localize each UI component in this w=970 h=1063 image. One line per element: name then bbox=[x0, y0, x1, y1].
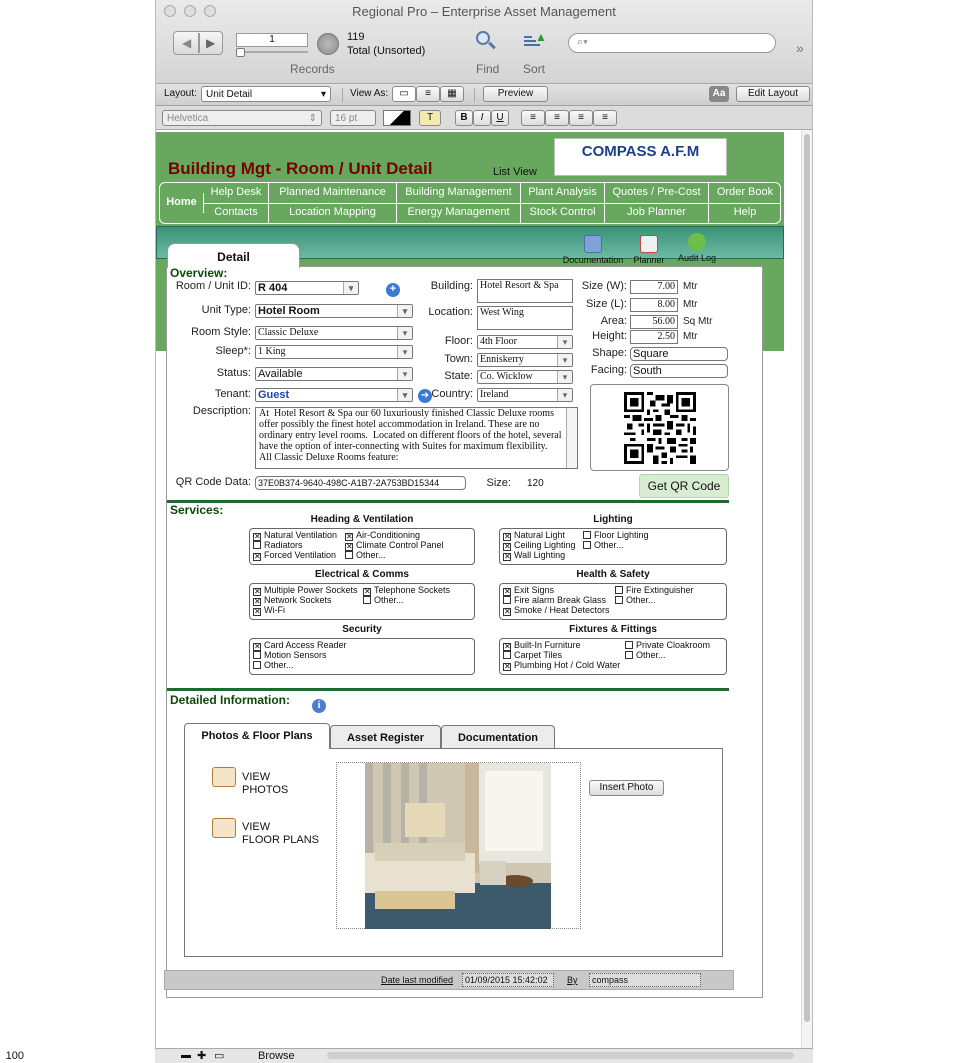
horizontal-scrollbar[interactable] bbox=[327, 1052, 794, 1059]
room-style-field[interactable]: Classic Deluxe ▾ bbox=[255, 326, 413, 340]
view-floor-plans-link[interactable]: VIEW FLOOR PLANS bbox=[242, 821, 320, 846]
edit-layout-button[interactable]: Edit Layout bbox=[736, 86, 810, 102]
checkbox-label: Telephone Sockets bbox=[374, 585, 451, 595]
checkbox-built-in-furniture[interactable]: ✕ Built-In Furniture bbox=[504, 640, 581, 651]
state-label: State: bbox=[444, 370, 473, 382]
layout-bar bbox=[156, 84, 812, 106]
description-label: Description: bbox=[192, 405, 251, 417]
checkbox-card-access-reader[interactable]: ✕ Card Access Reader bbox=[254, 640, 347, 651]
town-field[interactable]: Enniskerry ▾ bbox=[477, 353, 573, 367]
checkbox-label: Other... bbox=[356, 550, 386, 560]
justify-button[interactable]: ≡ bbox=[593, 110, 617, 126]
find-label: Find bbox=[476, 62, 500, 76]
checkbox-ceiling-lighting[interactable]: ✕ Ceiling Lighting bbox=[504, 540, 576, 551]
electrical-comms-group bbox=[249, 583, 475, 620]
compass-logo bbox=[554, 138, 727, 176]
checkbox-label: Radiators bbox=[264, 540, 303, 550]
records-label: Records bbox=[290, 62, 335, 76]
checkbox-label: Card Access Reader bbox=[264, 640, 347, 650]
sleep-field[interactable]: 1 King ▾ bbox=[255, 345, 413, 359]
height-label: Height: bbox=[592, 330, 627, 342]
checkbox-label: Built-In Furniture bbox=[514, 640, 581, 650]
nav-order-book[interactable]: Order Book bbox=[716, 186, 774, 198]
description-scrollbar[interactable] bbox=[566, 408, 577, 468]
nav-location-mapping[interactable]: Location Mapping bbox=[269, 203, 397, 223]
area-label: Area: bbox=[600, 315, 627, 327]
checkbox-other[interactable] bbox=[253, 660, 294, 670]
checkbox-label: Fire Extinguisher bbox=[626, 585, 694, 595]
photos-tab-panel bbox=[184, 748, 723, 957]
qr-code-container bbox=[590, 384, 729, 471]
checkbox-fire-extinguisher[interactable] bbox=[615, 585, 694, 595]
app-window bbox=[155, 0, 813, 1063]
divider bbox=[167, 500, 729, 503]
checkbox-other[interactable] bbox=[615, 595, 656, 605]
group-title: Fixtures & Fittings bbox=[569, 624, 657, 635]
text-color-button[interactable]: T bbox=[419, 110, 441, 126]
overview-heading: Overview: bbox=[170, 266, 228, 280]
checkbox-telephone-sockets[interactable]: ✕ Telephone Sockets bbox=[364, 585, 451, 596]
facing-label: Facing: bbox=[590, 364, 627, 376]
checkbox-natural-light[interactable]: ✕ Natural Light bbox=[504, 530, 566, 541]
checkbox-label: Climate Control Panel bbox=[356, 540, 444, 550]
page-title: Building Mgt - Room / Unit Detail bbox=[168, 159, 433, 178]
date-last-modified-label: Date last modified bbox=[381, 975, 454, 985]
qr-code-icon bbox=[624, 392, 696, 464]
toolbar-overflow-icon[interactable]: » bbox=[796, 40, 804, 56]
documentation-button[interactable] bbox=[561, 235, 625, 265]
checkbox-label: Plumbing Hot / Cold Water bbox=[514, 660, 621, 670]
qr-data-label: QR Code Data: bbox=[175, 476, 251, 488]
country-label: Country: bbox=[431, 388, 473, 400]
nav-energy-management[interactable]: Energy Management bbox=[397, 203, 521, 223]
checkbox-other[interactable] bbox=[625, 650, 666, 660]
room-style-label: Room Style: bbox=[191, 326, 251, 338]
checkbox-label: Other... bbox=[594, 540, 624, 550]
tab-documentation[interactable]: Documentation bbox=[441, 725, 555, 749]
checkbox-carpet-tiles[interactable] bbox=[503, 650, 562, 660]
by-label: By bbox=[567, 975, 578, 985]
height-field[interactable]: 2.50 bbox=[630, 330, 678, 344]
search-icon: ⌕▾ bbox=[577, 36, 588, 48]
detailed-info-heading: Detailed Information: bbox=[170, 693, 291, 707]
go-arrow-icon[interactable]: ➜ bbox=[418, 389, 432, 403]
checkbox-natural-ventilation[interactable]: ✕ Natural Ventilation bbox=[254, 530, 338, 541]
checkbox-label: Ceiling Lighting bbox=[514, 540, 576, 550]
font-size-value: 16 pt bbox=[335, 113, 358, 124]
document-icon bbox=[584, 235, 602, 253]
heating-ventilation-group bbox=[249, 528, 475, 565]
logo-text: COMPASS A.F.M bbox=[581, 143, 700, 160]
group-title: Security bbox=[342, 624, 382, 635]
security-group bbox=[249, 638, 475, 675]
status-left bbox=[0, 1048, 295, 1063]
checkbox-radiators[interactable] bbox=[253, 540, 303, 550]
services-heading: Services: bbox=[170, 503, 224, 517]
town-label: Town: bbox=[444, 353, 473, 365]
font-select[interactable] bbox=[162, 110, 322, 126]
building-field[interactable]: Hotel Resort & Spa bbox=[477, 279, 573, 303]
aa-format-button[interactable]: Aa bbox=[709, 86, 729, 102]
checkbox-other[interactable] bbox=[363, 595, 404, 605]
size-l-field[interactable]: 8.00 bbox=[630, 298, 678, 312]
size-label: Size: bbox=[486, 477, 511, 489]
checkbox-label: Forced Ventilation bbox=[264, 550, 337, 560]
zoom-in-icon[interactable]: ✚ bbox=[197, 1050, 207, 1062]
sort-arrow: ▲ bbox=[535, 30, 547, 44]
checkbox-exit-signs[interactable]: ✕ Exit Signs bbox=[504, 585, 555, 596]
calendar-icon bbox=[640, 235, 658, 253]
checkbox-private-cloakroom[interactable] bbox=[625, 640, 710, 650]
shape-field[interactable]: Square bbox=[630, 347, 728, 361]
format-bar bbox=[156, 106, 812, 130]
room-id-label: Room / Unit ID: bbox=[175, 280, 251, 292]
checkbox-label: Other... bbox=[626, 595, 656, 605]
nav-planned-maintenance[interactable]: Planned Maintenance bbox=[269, 183, 397, 203]
table-view-button[interactable]: ▦ bbox=[440, 86, 464, 102]
find-button[interactable] bbox=[476, 31, 498, 53]
nav-stock-control[interactable]: Stock Control bbox=[521, 203, 605, 223]
align-right-button[interactable]: ≡ bbox=[569, 110, 593, 126]
floor-plan-album-icon[interactable] bbox=[212, 818, 236, 838]
get-qr-code-button[interactable]: Get QR Code bbox=[639, 474, 729, 498]
checkbox-floor-lighting[interactable] bbox=[583, 530, 649, 540]
title-toolbar bbox=[156, 0, 812, 84]
view-photos-link[interactable]: VIEW PHOTOS bbox=[242, 771, 289, 796]
previous-record-icon[interactable]: ◀ bbox=[182, 36, 192, 50]
group-title: Heading & Ventilation bbox=[310, 514, 414, 525]
nav-home[interactable]: Home bbox=[160, 193, 204, 213]
nav-help-desk[interactable]: Help Desk bbox=[204, 183, 269, 203]
documentation-label: Documentation bbox=[562, 255, 624, 265]
size-l-unit: Mtr bbox=[683, 299, 698, 310]
list-view-button[interactable]: ≡ bbox=[416, 86, 440, 102]
recycle-icon bbox=[688, 233, 706, 251]
zoom-level[interactable]: 100 bbox=[5, 1050, 24, 1062]
status-label: Status: bbox=[216, 367, 251, 379]
checkbox-label: Other... bbox=[374, 595, 404, 605]
chevron-updown-icon: ⇕ bbox=[308, 113, 317, 124]
checkbox-climate-control[interactable]: ✕ Climate Control Panel bbox=[346, 540, 444, 551]
lighting-group bbox=[499, 528, 727, 565]
form-view-button[interactable]: ▭ bbox=[392, 86, 416, 102]
zoom-out-icon[interactable]: ▬ bbox=[181, 1050, 191, 1061]
description-field[interactable]: At Hotel Resort & Spa our 60 luxuriously finished Classic Deluxe rooms offer possibly the finest hotel accommodation in Ireland. These are no ordinary entry level rooms. Located on different floors of the hotel, several have the option of inter-connecting with Suites for maximum flexibility. All Classic Deluxe Rooms feature: bbox=[255, 407, 578, 469]
footer-bar bbox=[164, 970, 734, 990]
layout-label: Layout: bbox=[164, 88, 197, 99]
checkbox-label: Motion Sensors bbox=[264, 650, 327, 660]
checkbox-label: Exit Signs bbox=[514, 585, 555, 595]
size-w-field[interactable]: 7.00 bbox=[630, 280, 678, 294]
height-unit: Mtr bbox=[683, 331, 698, 342]
tab-asset-register[interactable]: Asset Register bbox=[330, 725, 441, 749]
checkbox-multiple-power-sockets[interactable]: ✕ Multiple Power Sockets bbox=[254, 585, 358, 596]
size-w-label: Size (W): bbox=[581, 280, 627, 292]
layout-value: Unit Detail bbox=[206, 89, 253, 100]
nav-quotes[interactable]: Quotes / Pre-Cost bbox=[605, 183, 709, 203]
checkbox-fire-alarm[interactable] bbox=[503, 595, 606, 605]
scroll-thumb[interactable] bbox=[804, 134, 810, 1022]
tab-detail[interactable]: Detail bbox=[167, 243, 300, 268]
sleep-label: Sleep*: bbox=[215, 345, 251, 357]
divider bbox=[474, 88, 475, 102]
photo-album-icon[interactable] bbox=[212, 767, 236, 787]
magnifier-handle bbox=[488, 42, 496, 50]
bold-button[interactable]: B bbox=[455, 110, 473, 126]
vertical-scrollbar[interactable] bbox=[801, 130, 812, 1048]
record-navigator[interactable] bbox=[173, 31, 223, 55]
record-slider-thumb[interactable] bbox=[236, 48, 245, 57]
checkbox-label: Network Sockets bbox=[264, 595, 332, 605]
add-icon[interactable]: + bbox=[386, 283, 400, 297]
sort-icon bbox=[524, 44, 540, 46]
record-status: Total (Unsorted) bbox=[347, 45, 426, 57]
tenant-label: Tenant: bbox=[214, 388, 251, 400]
health-safety-group bbox=[499, 583, 727, 620]
room-id-field[interactable]: R 404 ▾ bbox=[255, 281, 359, 295]
view-as-label: View As: bbox=[350, 88, 389, 99]
align-center-button[interactable]: ≡ bbox=[545, 110, 569, 126]
preview-button[interactable]: Preview bbox=[483, 86, 548, 102]
location-field[interactable]: West Wing bbox=[477, 306, 573, 330]
state-field[interactable]: Co. Wicklow ▾ bbox=[477, 370, 573, 384]
group-title: Health & Safety bbox=[576, 569, 650, 580]
checkbox-other[interactable] bbox=[345, 550, 386, 560]
audit-log-button[interactable] bbox=[675, 233, 719, 263]
search-field[interactable] bbox=[568, 33, 776, 53]
checkbox-label: Fire alarm Break Glass bbox=[514, 595, 607, 605]
fixtures-fittings-group bbox=[499, 638, 727, 675]
area-field[interactable]: 56.00 bbox=[630, 315, 678, 329]
photo-container bbox=[336, 762, 581, 929]
planner-button[interactable] bbox=[631, 235, 667, 265]
detail-panel bbox=[166, 250, 763, 998]
checkbox-label: Natural Ventilation bbox=[264, 530, 338, 540]
checkbox-wall-lighting[interactable]: ✕ Wall Lighting bbox=[504, 550, 566, 561]
checkbox-label: Private Cloakroom bbox=[636, 640, 711, 650]
area-unit: Sq Mtr bbox=[683, 316, 713, 327]
checkbox-label: Wi-Fi bbox=[264, 605, 285, 615]
checkbox-label: Multiple Power Sockets bbox=[264, 585, 358, 595]
info-icon[interactable]: i bbox=[312, 699, 326, 713]
checkbox-other[interactable] bbox=[583, 540, 624, 550]
checkbox-wifi[interactable]: ✕ Wi-Fi bbox=[254, 605, 285, 616]
checkbox-motion-sensors[interactable] bbox=[253, 650, 327, 660]
date-last-modified-field[interactable]: 01/09/2015 15:42:02 bbox=[462, 973, 554, 987]
planner-label: Planner bbox=[633, 255, 665, 265]
main-nav bbox=[159, 182, 781, 224]
room-photo bbox=[365, 763, 551, 929]
checkbox-network-sockets[interactable]: ✕ Network Sockets bbox=[254, 595, 332, 606]
status-field[interactable]: Available ▾ bbox=[255, 367, 413, 381]
font-value: Helvetica bbox=[167, 113, 209, 124]
checkbox-label: Other... bbox=[636, 650, 666, 660]
next-record-icon[interactable]: ▶ bbox=[206, 36, 216, 50]
checkbox-label: Floor Lighting bbox=[594, 530, 649, 540]
audit-log-label: Audit Log bbox=[677, 253, 717, 263]
checkbox-label: Natural Light bbox=[514, 530, 566, 540]
shape-label: Shape: bbox=[592, 347, 627, 359]
group-title: Lighting bbox=[593, 514, 633, 525]
window-title: Regional Pro – Enterprise Asset Management bbox=[352, 4, 616, 19]
facing-field[interactable]: South bbox=[630, 364, 728, 378]
size-value[interactable]: 120 bbox=[527, 478, 544, 489]
insert-photo-button[interactable]: Insert Photo bbox=[589, 780, 664, 796]
divider bbox=[167, 688, 729, 691]
divider bbox=[342, 88, 343, 102]
unit-type-field[interactable]: Hotel Room ▾ bbox=[255, 304, 413, 318]
checkbox-label: Wall Lighting bbox=[514, 550, 566, 560]
italic-button[interactable]: I bbox=[473, 110, 491, 126]
nav-help[interactable]: Help bbox=[733, 206, 757, 218]
tab-photos-floor-plans[interactable]: Photos & Floor Plans bbox=[184, 723, 330, 749]
checkbox-air-conditioning[interactable]: ✕ Air-Conditioning bbox=[346, 530, 421, 541]
layout-select[interactable] bbox=[201, 86, 331, 102]
checkbox-label: Carpet Tiles bbox=[514, 650, 563, 660]
align-left-button[interactable]: ≡ bbox=[521, 110, 545, 126]
checkbox-plumbing[interactable]: ✕ Plumbing Hot / Cold Water bbox=[504, 660, 621, 671]
country-field[interactable]: Ireland ▾ bbox=[477, 388, 573, 402]
search-input[interactable] bbox=[601, 36, 761, 47]
mode-label: Browse bbox=[258, 1050, 295, 1062]
pie-chart-icon bbox=[317, 33, 339, 55]
nav-building-management[interactable]: Building Management bbox=[397, 183, 521, 203]
floor-label: Floor: bbox=[444, 335, 473, 347]
checkbox-label: Smoke / Heat Detectors bbox=[514, 605, 610, 615]
underline-button[interactable]: U bbox=[491, 110, 509, 126]
building-label: Building: bbox=[430, 280, 473, 292]
size-l-label: Size (L): bbox=[586, 298, 627, 310]
floor-field[interactable]: 4th Floor ▾ bbox=[477, 335, 573, 349]
tenant-field[interactable]: Guest ▾ bbox=[255, 388, 413, 402]
group-title: Electrical & Comms bbox=[315, 569, 409, 580]
sort-label: Sort bbox=[523, 62, 546, 76]
book-spine bbox=[198, 33, 200, 53]
modified-by-field[interactable]: compass bbox=[589, 973, 701, 987]
location-label: Location: bbox=[428, 306, 473, 318]
checkbox-label: Other... bbox=[264, 660, 294, 670]
record-number-input[interactable]: 1 bbox=[236, 33, 308, 47]
list-view-link[interactable]: List View bbox=[493, 166, 537, 178]
record-slider-track[interactable] bbox=[236, 51, 308, 53]
nav-plant-analysis[interactable]: Plant Analysis bbox=[521, 183, 605, 203]
toggle-status-icon[interactable]: ▭ bbox=[214, 1050, 225, 1062]
sort-button[interactable] bbox=[522, 30, 546, 54]
layout-canvas bbox=[156, 130, 801, 1048]
nav-job-planner[interactable]: Job Planner bbox=[605, 203, 709, 223]
checkbox-forced-ventilation[interactable]: ✕ Forced Ventilation bbox=[254, 550, 337, 561]
qr-data-field[interactable]: 37E0B374-9640-498C-A1B7-2A753BD15344 bbox=[255, 476, 466, 490]
sort-line bbox=[524, 36, 532, 38]
chevron-down-icon: ▾ bbox=[320, 89, 326, 100]
nav-contacts[interactable]: Contacts bbox=[204, 203, 269, 223]
checkbox-label: Air-Conditioning bbox=[356, 530, 421, 540]
record-count: 119 bbox=[347, 31, 365, 43]
size-w-unit: Mtr bbox=[683, 281, 698, 292]
unit-type-label: Unit Type: bbox=[201, 304, 251, 316]
color-swatch[interactable] bbox=[383, 110, 411, 126]
checkbox-smoke-detectors[interactable]: ✕ Smoke / Heat Detectors bbox=[504, 605, 610, 616]
font-size-select[interactable] bbox=[330, 110, 376, 126]
